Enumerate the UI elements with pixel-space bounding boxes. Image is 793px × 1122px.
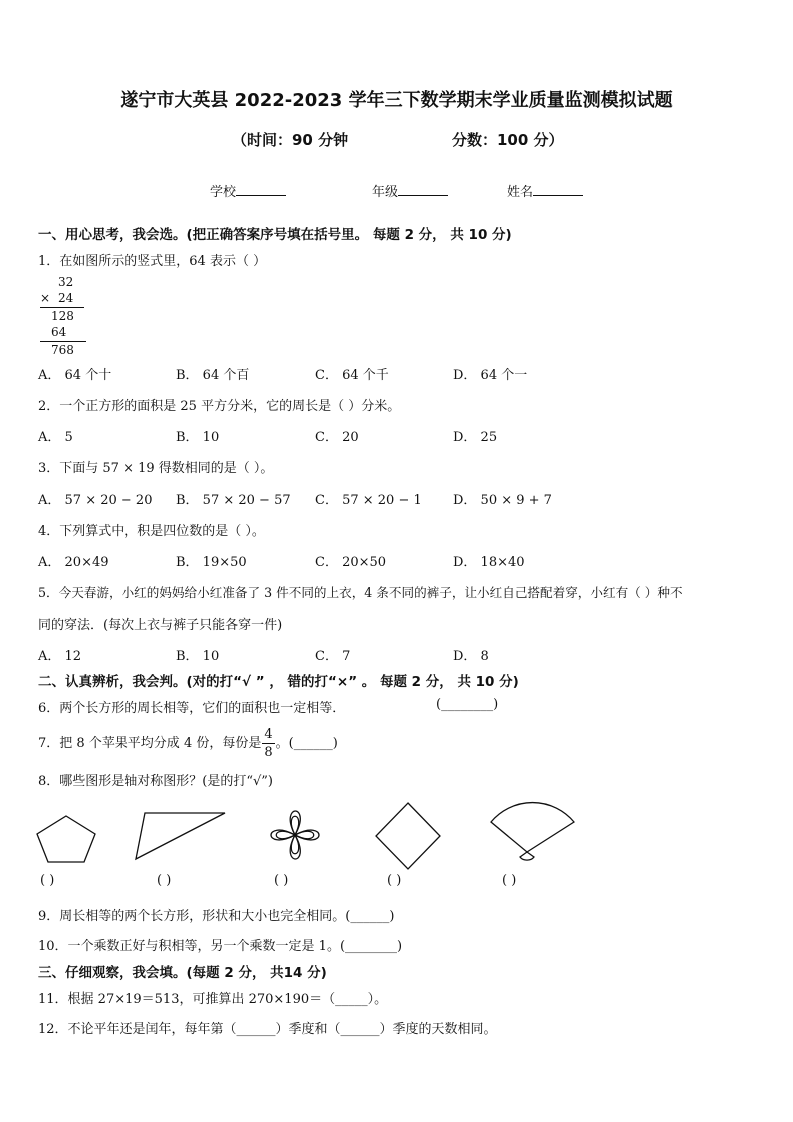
q6-answer-paren[interactable]: (________): [436, 697, 499, 712]
q4-option-c[interactable]: C． 20×50: [315, 555, 387, 570]
question-1: 1．在如图所示的竖式里，64 表示（ ）: [38, 254, 267, 269]
q1-option-d[interactable]: D． 64 个一: [453, 368, 528, 383]
q4-option-a[interactable]: A． 20×49: [38, 555, 109, 570]
vertical-top: 32: [58, 275, 74, 289]
vertical-second: 24: [58, 291, 74, 305]
clover-outline: [271, 811, 319, 859]
q8-paren-1[interactable]: ( ): [40, 873, 55, 888]
exam-title: 遂宁市大英县 2022-2023 学年三下数学期末学业质量监测模拟试题: [120, 90, 673, 111]
question-5-line-2: 同的穿法．(每次上衣与裤子只能各穿一件): [38, 618, 283, 633]
question-4: 4．下列算式中，积是四位数的是（ ）。: [38, 524, 265, 539]
q5-option-b[interactable]: B． 10: [176, 649, 220, 664]
q4-option-b[interactable]: B． 19×50: [176, 555, 247, 570]
q7-prefix: 7．把 8 个苹果平均分成 4 份，每份是: [38, 736, 262, 751]
q5-option-a[interactable]: A． 12: [38, 649, 82, 664]
q8-paren-5[interactable]: ( ): [502, 873, 517, 888]
question-10: 10．一个乘数正好与积相等，另一个乘数一定是 1。(________): [38, 939, 403, 954]
question-8: 8．哪些图形是轴对称图形？(是的打“√”): [38, 774, 273, 789]
fan-shape: [491, 803, 574, 861]
q8-paren-4[interactable]: ( ): [387, 873, 402, 888]
q7-denominator: 8: [264, 745, 273, 760]
q1-option-a[interactable]: A． 64 个十: [38, 368, 112, 383]
q8-paren-2[interactable]: ( ): [157, 873, 172, 888]
vertical-partial-1: 128: [51, 309, 74, 323]
q3-option-c[interactable]: C． 57 × 20 − 1: [315, 493, 422, 508]
q2-option-b[interactable]: B． 10: [176, 430, 220, 445]
q3-option-b[interactable]: B． 57 × 20 − 57: [176, 493, 291, 508]
diamond-shape: [376, 803, 440, 869]
q1-option-c[interactable]: C． 64 个千: [315, 368, 389, 383]
q2-option-a[interactable]: A． 5: [38, 430, 73, 445]
question-2: 2．一个正方形的面积是 25 平方分米，它的周长是（ ）分米。: [38, 399, 401, 414]
section-2-heading: 二、认真辨析，我会判。(对的打“√ ” ， 错的打“×” 。 每题 2 分， 共 10 分): [38, 674, 519, 690]
section-1-heading: 一、用心思考，我会选。(把正确答案序号填在括号里。 每题 2 分， 共 10 分): [38, 227, 512, 243]
name-label: 姓名: [507, 185, 534, 200]
q4-option-d[interactable]: D． 18×40: [453, 555, 525, 570]
q1-option-b[interactable]: B． 64 个百: [176, 368, 250, 383]
question-6: 6．两个长方形的周长相等，它们的面积也一定相等．: [38, 701, 346, 716]
time-label: （时间：90 分钟: [232, 131, 349, 149]
section-3-heading: 三、仔细观察，我会填。(每题 2 分， 共14 分): [38, 965, 327, 981]
q8-paren-3[interactable]: ( ): [274, 873, 289, 888]
times-sign: ×: [40, 291, 51, 305]
question-9: 9．周长相等的两个长方形，形状和大小也完全相同。(______): [38, 909, 395, 924]
q2-option-d[interactable]: D． 25: [453, 430, 498, 445]
vertical-partial-2: 64: [51, 325, 67, 339]
question-12: 12．不论平年还是闰年，每年第（______）季度和（______）季度的天数相同。: [38, 1022, 497, 1037]
q3-option-d[interactable]: D． 50 × 9 + 7: [453, 493, 552, 508]
grade-label: 年级: [372, 185, 399, 200]
question-3: 3．下面与 57 × 19 得数相同的是（ ）。: [38, 461, 274, 476]
q7-suffix[interactable]: 。(______): [275, 736, 338, 751]
q3-option-a[interactable]: A． 57 × 20 − 20: [38, 493, 153, 508]
triangle-shape: [136, 813, 225, 859]
pentagon-shape: [37, 816, 95, 862]
q7-numerator: 4: [264, 727, 273, 742]
question-11: 11．根据 27×19＝513，可推算出 270×190＝（_____）。: [38, 992, 388, 1007]
q2-option-c[interactable]: C． 20: [315, 430, 359, 445]
vertical-result: 768: [51, 343, 74, 357]
score-label: 分数：100 分）: [452, 131, 564, 149]
q5-option-d[interactable]: D． 8: [453, 649, 489, 664]
q5-option-c[interactable]: C． 7: [315, 649, 351, 664]
question-5-line-1: 5．今天春游，小红的妈妈给小红准备了 3 件不同的上衣，4 条不同的裤子，让小红自己搭配着穿，小红有（ ）种不: [38, 585, 683, 600]
school-label: 学校: [210, 185, 237, 200]
